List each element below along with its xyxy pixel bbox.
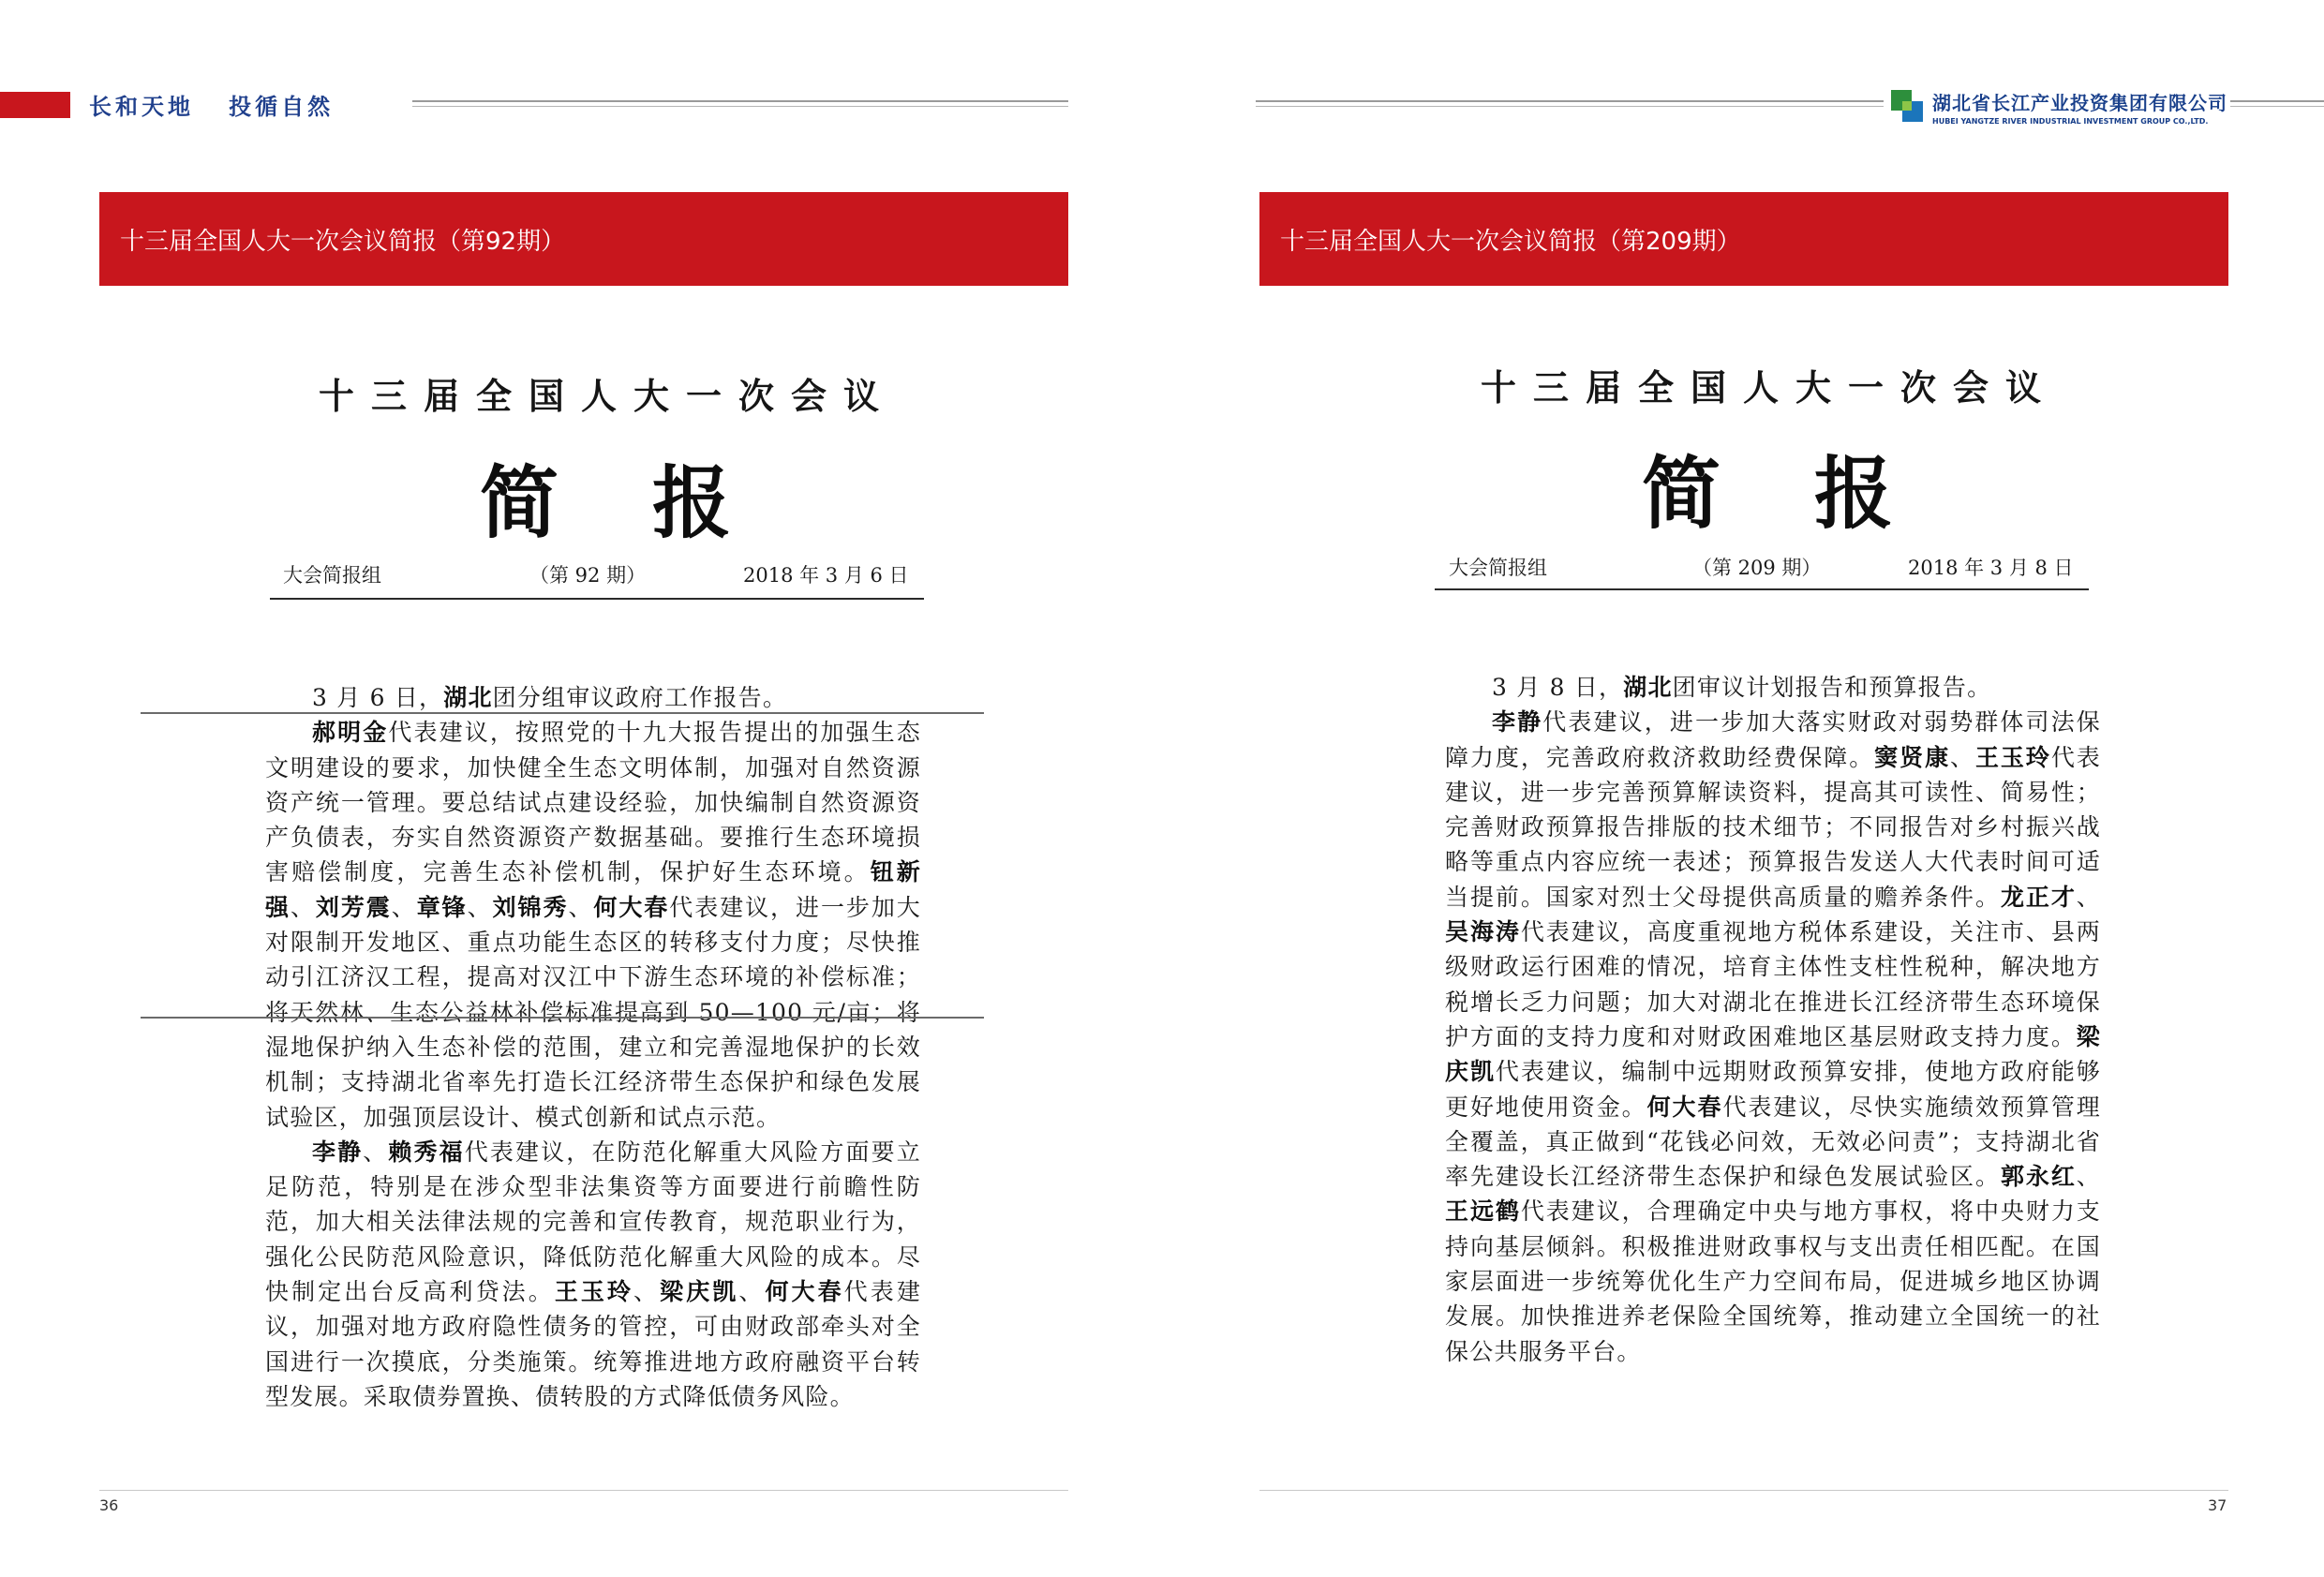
left-issuer: 大会简报组 bbox=[283, 564, 381, 587]
left-bulletin-big-title: 简报 bbox=[480, 456, 826, 549]
paragraph-text: 代表建议，进一步加大落实财政对弱势群体司法保障力度，完善政府救济救助经费保障。 bbox=[1445, 708, 2101, 771]
paragraph-text: 代表建议，进一步完善预算解读资料，提高其可读性、简易性；完善财政预算报告排版的技术细节；不同报告对乡村振兴战略等重点内容应统一表述；预算报告发送人大代表时间可适当提前。国家对烈士父母提供高质量的赡养条件。 bbox=[1445, 743, 2101, 911]
delegate-name: 何大春 bbox=[593, 893, 670, 921]
paragraph-text: 团审议计划报告和预算报告。 bbox=[1672, 674, 1992, 701]
paragraph-text: 、 bbox=[1950, 743, 1975, 771]
paragraph-text: 3 月 8 日， bbox=[1492, 674, 1624, 701]
delegate-name: 王远鹤 bbox=[1445, 1198, 1521, 1226]
paragraph-text: 、 bbox=[467, 893, 493, 921]
paragraph-text: 、 bbox=[568, 893, 594, 921]
delegate-name: 湖北 bbox=[443, 684, 493, 711]
paragraph-text: 代表建议，加强对地方政府隐性债务的管控，可由财政部牵头对全国进行一次摸底，分类施策。统筹推进地方政府融资平台转型发展。采取债券置换、债转股的方式降低债务风险。 bbox=[265, 1278, 922, 1410]
header-rule-right-thin bbox=[1256, 106, 1884, 107]
company-logo bbox=[1891, 88, 2227, 126]
paragraph-text: 代表建议，编制中远期财政预算安排，使地方政府能够更好地使用资金。 bbox=[1445, 1058, 2101, 1121]
delegate-name: 郭永红 bbox=[2000, 1163, 2077, 1191]
delegate-name: 湖北 bbox=[1623, 674, 1673, 701]
right-footer-rule bbox=[1259, 1490, 2228, 1491]
right-banner-title: 十三届全国人大一次会议简报（第209期） bbox=[1280, 227, 1741, 256]
paragraph-text: 代表建议，尽快实施绩效预算管理全覆盖，真正做到“花钱必问效，无效必问责”；支持湖北省率先建设长江经济带生态保护和绿色发展试验区。 bbox=[1445, 1093, 2101, 1191]
body-paragraph bbox=[265, 680, 921, 715]
right-banner bbox=[1259, 192, 2228, 286]
right-issuer: 大会简报组 bbox=[1449, 557, 1547, 579]
left-footer-rule bbox=[99, 1490, 1068, 1491]
delegate-name: 章锋 bbox=[416, 893, 468, 921]
left-date: 2018 年 3 月 6 日 bbox=[743, 564, 909, 587]
delegate-name: 钮新强 bbox=[265, 858, 921, 921]
delegate-name: 龙正才 bbox=[2000, 883, 2077, 911]
left-scan-line-top bbox=[141, 712, 984, 714]
left-banner-title: 十三届全国人大一次会议简报（第92期） bbox=[120, 227, 566, 256]
paragraph-text: 、 bbox=[2076, 883, 2101, 911]
delegate-name: 王玉玲 bbox=[554, 1278, 634, 1306]
paragraph-text: 、 bbox=[2076, 1163, 2101, 1191]
left-banner bbox=[99, 192, 1068, 286]
right-date: 2018 年 3 月 8 日 bbox=[1908, 557, 2074, 579]
right-bulletin-title: 十三届全国人大一次会议 bbox=[1481, 366, 2059, 409]
left-issue-number: （第 92 期） bbox=[529, 564, 647, 587]
paragraph-text: 代表建议，高度重视地方税体系建设，关注市、县两级财政运行困难的情况，培育主体性支柱性税种，解决地方税增长乏力问题；加大对湖北在推进长江经济带生态环境保护方面的支持力度和对财政困难地区基层财政支持力度。 bbox=[1445, 918, 2101, 1050]
body-paragraph bbox=[265, 715, 921, 1135]
delegate-name: 刘芳震 bbox=[315, 893, 392, 921]
paragraph-text: 代表建议，合理确定中央与地方事权，将中央财力支持向基层倾斜。积极推进财政事权与支出责任相匹配。在国家层面进一步统筹优化生产力空间布局，促进城乡地区协调发展。加快推进养老保险全国统筹，推动建立全国统一的社保公共服务平台。 bbox=[1445, 1198, 2101, 1365]
delegate-name: 刘锦秀 bbox=[492, 893, 569, 921]
header-slogan: 长和天地 投循自然 bbox=[89, 94, 335, 120]
body-paragraph bbox=[265, 1135, 921, 1414]
body-paragraph bbox=[1445, 705, 2101, 1369]
delegate-name: 何大春 bbox=[765, 1278, 844, 1306]
left-bulletin-rule bbox=[270, 598, 924, 600]
delegate-name: 吴海涛 bbox=[1445, 918, 1521, 946]
paragraph-text: 代表建议，按照党的十九大报告提出的加强生态文明建设的要求，加快健全生态文明体制，加强对自然资源资产统一管理。要总结试点建设经验，加快编制自然资源资产负债表，夯实自然资源资产数据基础。要推行生态环境损害赔偿制度，完善生态补偿机制，保护好生态环境。 bbox=[265, 719, 922, 886]
right-bulletin-big-title: 简报 bbox=[1642, 447, 1988, 540]
company-name-en: HUBEI YANGTZE RIVER INDUSTRIAL INVESTMENT GROUP CO.,LTD. bbox=[1932, 117, 2209, 126]
right-issue-number: （第 209 期） bbox=[1692, 557, 1822, 579]
paragraph-text: 、 bbox=[391, 893, 417, 921]
right-body-text bbox=[1445, 670, 2101, 1369]
delegate-name: 梁庆凯 bbox=[1445, 1022, 2101, 1086]
paragraph-text: 、 bbox=[738, 1278, 766, 1306]
delegate-name: 梁庆凯 bbox=[660, 1278, 739, 1306]
company-name-cn: 湖北省长江产业投资集团有限公司 bbox=[1932, 92, 2227, 114]
delegate-name: 何大春 bbox=[1646, 1093, 1723, 1121]
delegate-name: 郝明金 bbox=[312, 719, 389, 747]
header-rule-right bbox=[1256, 100, 1884, 102]
right-page-number: 37 bbox=[2208, 1496, 2227, 1514]
body-paragraph bbox=[1445, 670, 2101, 705]
paragraph-text: 、 bbox=[363, 1138, 389, 1166]
paragraph-text: 、 bbox=[290, 893, 316, 921]
right-bulletin-rule bbox=[1435, 588, 2089, 590]
delegate-name: 王玉玲 bbox=[1974, 743, 2051, 771]
left-bulletin-title: 十三届全国人大一次会议 bbox=[319, 375, 897, 417]
header-red-block bbox=[0, 92, 70, 118]
paragraph-text: 、 bbox=[633, 1278, 661, 1306]
company-logo-icon bbox=[1891, 90, 1925, 124]
delegate-name: 李静 bbox=[1492, 708, 1543, 736]
paragraph-text: 3 月 6 日， bbox=[312, 684, 444, 711]
left-body-text bbox=[265, 680, 921, 1414]
header-rule-left-thin bbox=[412, 106, 1068, 107]
delegate-name: 赖秀福 bbox=[388, 1138, 465, 1166]
left-scan-line-bottom bbox=[141, 1017, 984, 1019]
paragraph-text: 代表建议，进一步加大对限制开发地区、重点功能生态区的转移支付力度；尽快推动引江济汉工程，提高对汉江中下游生态环境的补偿标准；将天然林、生态公益林补偿标准提高到 50—100 元/亩；将湿地保护纳入生态补偿的范围，建立和完善湿地保护的长效机制；支持湖北省率先打造长江经济带生态保护和绿色发展试验区，加强顶层设计、模式创新和试点示范。 bbox=[265, 893, 921, 1131]
paragraph-text: 代表建议，在防范化解重大风险方面要立足防范，特别是在涉众型非法集资等方面要进行前瞻性防范，加大相关法律法规的完善和宣传教育，规范职业行为，强化公民防范风险意识，降低防范化解重大风险的成本。尽快制定出台反高利贷法。 bbox=[265, 1138, 922, 1306]
header-rule-left bbox=[412, 100, 1068, 102]
delegate-name: 李静 bbox=[312, 1138, 364, 1166]
paragraph-text: 团分组审议政府工作报告。 bbox=[492, 684, 788, 711]
left-page-number: 36 bbox=[99, 1496, 119, 1514]
delegate-name: 窦贤康 bbox=[1874, 743, 1951, 771]
header-rule-right-end-thin bbox=[2230, 106, 2324, 107]
header-rule-right-end bbox=[2230, 100, 2324, 102]
